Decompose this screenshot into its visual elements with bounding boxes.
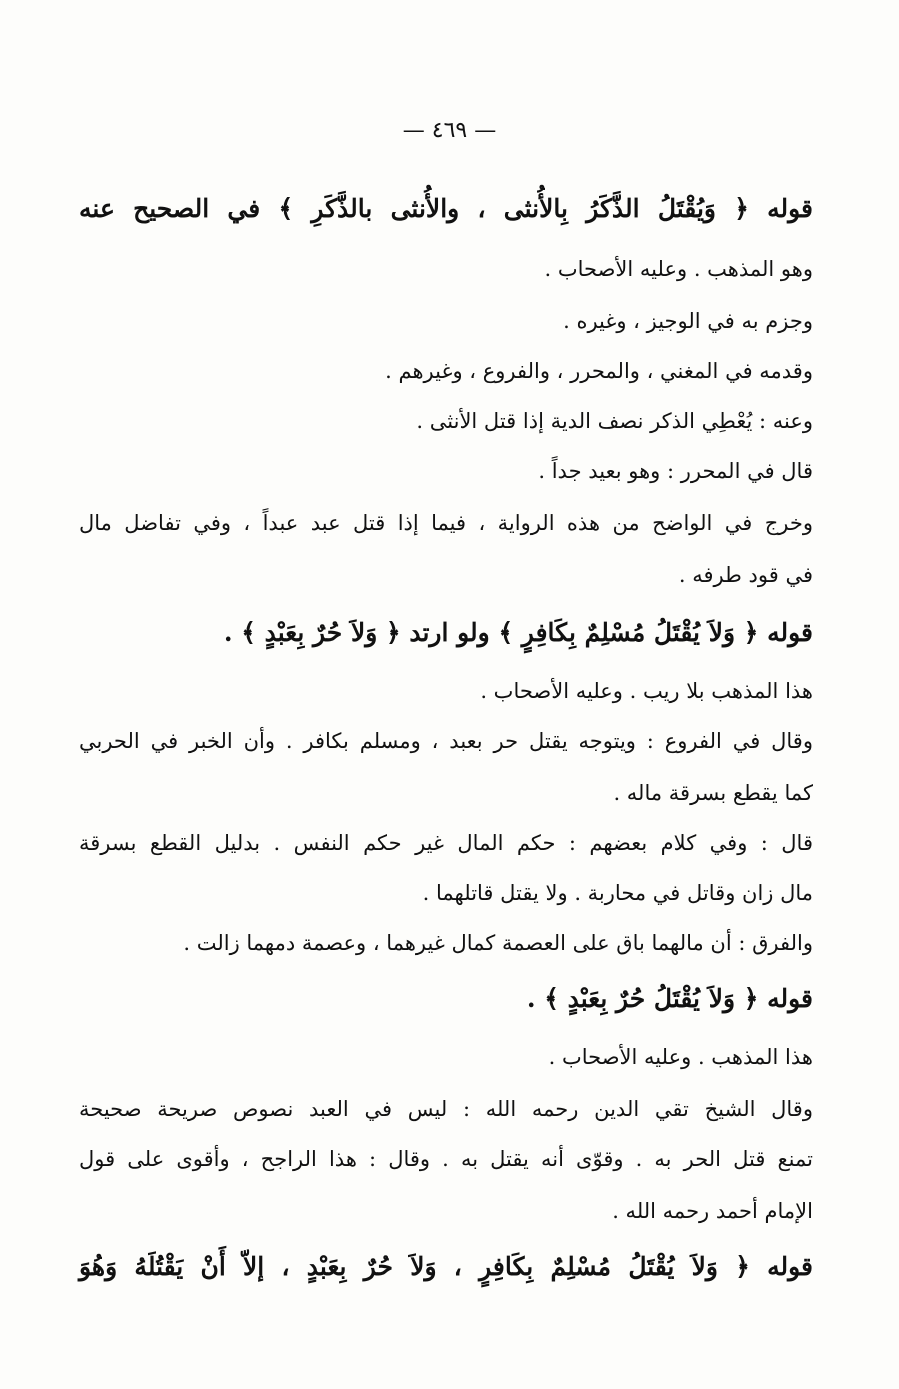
text-line: قال : وفي كلام بعضهم : حكم المال غير حكم النفس . بدليل القطع بسرقة [79, 831, 813, 855]
text-line-heading: قوله ﴿ وَيُقْتَلُ الذَّكَرُ بِالأُنثى ، والأُنثى بالذَّكَرِ ﴾ في الصحيح عنه [79, 194, 813, 223]
text-line-heading: قوله ﴿ وَلاَ يُقْتَلُ مُسْلِمٌ بِكَافِرٍ ، وَلاَ حُرٌ بِعَبْدٍ ، إلاّ أَنْ يَقْتُلَهُ وَهُوَ [79, 1252, 813, 1281]
text-line: وقال الشيخ تقي الدين رحمه الله : ليس في العبد نصوص صريحة صحيحة [79, 1097, 813, 1121]
text-line: هذا المذهب بلا ريب . وعليه الأصحاب . [480, 679, 813, 703]
text-line: مال زان وقاتل في محاربة . ولا يقتل قاتلهما . [422, 881, 813, 905]
text-line: هذا المذهب . وعليه الأصحاب . [548, 1045, 813, 1069]
text-line: وهو المذهب . وعليه الأصحاب . [544, 257, 813, 281]
text-line: وعنه : يُعْطِي الذكر نصف الدية إذا قتل الأنثى . [416, 409, 813, 433]
page-number: — ٤٦٩ — [402, 118, 497, 143]
text-line: في قود طرفه . [678, 563, 813, 587]
text-line: والفرق : أن مالهما باق على العصمة كمال غيرهما ، وعصمة دمهما زالت . [183, 931, 813, 955]
text-line: الإمام أحمد رحمه الله . [612, 1199, 813, 1223]
text-line: وقدمه في المغني ، والمحرر ، والفروع ، وغيرهم . [385, 359, 813, 383]
text-line-heading: قوله ﴿ وَلاَ يُقْتَلُ حُرٌ بِعَبْدٍ ﴾ . [526, 984, 813, 1013]
text-line: وقال في الفروع : ويتوجه يقتل حر بعبد ، ومسلم بكافر . وأن الخبر في الحربي [79, 729, 813, 753]
text-line: وخرج في الواضح من هذه الرواية ، فيما إذا قتل عبد عبداً ، وفي تفاضل مال [79, 511, 814, 535]
text-line: وجزم به في الوجيز ، وغيره . [563, 309, 813, 333]
text-line: قال في المحرر : وهو بعيد جداً . [538, 459, 813, 483]
text-line: كما يقطع بسرقة ماله . [613, 781, 813, 805]
text-line: تمنع قتل الحر به . وقوّى أنه يقتل به . وقال : هذا الراجح ، وأقوى على قول [79, 1147, 813, 1171]
text-line-heading: قوله ﴿ وَلاَ يُقْتَلُ مُسْلِمٌ بِكَافِرٍ ﴾ ولو ارتد ﴿ وَلاَ حُرٌ بِعَبْدٍ ﴾ . [223, 618, 813, 647]
